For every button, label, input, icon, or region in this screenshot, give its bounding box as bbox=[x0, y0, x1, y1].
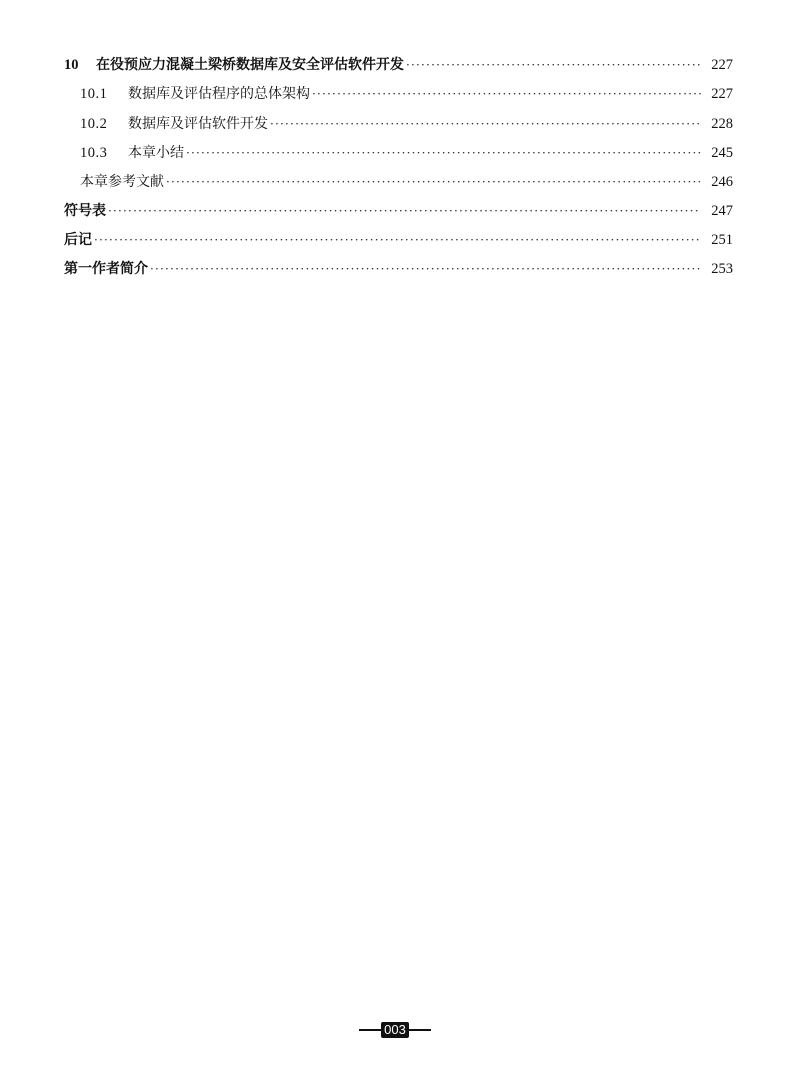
toc-entry-author-bio[interactable] bbox=[0, 258, 790, 280]
dot-leader bbox=[94, 229, 701, 251]
section-title: 数据库及评估程序的总体架构 bbox=[128, 86, 310, 102]
page-number: 245 bbox=[711, 145, 733, 161]
folio-page-number: 003 bbox=[381, 1022, 409, 1038]
toc-entry-references[interactable] bbox=[0, 171, 790, 193]
page-number: 246 bbox=[711, 174, 733, 190]
dot-leader bbox=[406, 54, 701, 76]
chapter-number: 10 bbox=[64, 57, 79, 73]
page-footer bbox=[0, 1020, 790, 1040]
section-title: 本章小结 bbox=[128, 145, 184, 161]
dot-leader bbox=[312, 83, 701, 105]
chapter-title: 在役预应力混凝土梁桥数据库及安全评估软件开发 bbox=[96, 57, 404, 73]
references-title: 本章参考文献 bbox=[80, 174, 164, 190]
page-number: 251 bbox=[711, 232, 733, 248]
page-number: 227 bbox=[711, 57, 733, 73]
page-number: 253 bbox=[711, 261, 733, 277]
page-number: 247 bbox=[711, 203, 733, 219]
postscript-title: 后记 bbox=[64, 232, 92, 248]
symbols-title: 符号表 bbox=[64, 203, 106, 219]
dot-leader bbox=[270, 113, 701, 135]
section-title: 数据库及评估软件开发 bbox=[128, 116, 268, 132]
section-number: 10.2 bbox=[80, 116, 108, 132]
section-number: 10.1 bbox=[80, 86, 108, 102]
dot-leader bbox=[150, 258, 701, 280]
toc-entry-section-10-2[interactable] bbox=[0, 113, 790, 135]
footer-rule-right bbox=[409, 1029, 431, 1031]
page-number: 228 bbox=[711, 116, 733, 132]
dot-leader bbox=[186, 142, 701, 164]
toc-entry-section-10-3[interactable] bbox=[0, 142, 790, 164]
footer-rule-left bbox=[359, 1029, 381, 1031]
toc-entry-section-10-1[interactable] bbox=[0, 83, 790, 105]
section-number: 10.3 bbox=[80, 145, 108, 161]
page-number: 227 bbox=[711, 86, 733, 102]
dot-leader bbox=[108, 200, 701, 222]
toc-entry-postscript[interactable] bbox=[0, 229, 790, 251]
toc-entry-symbols[interactable] bbox=[0, 200, 790, 222]
author-bio-title: 第一作者简介 bbox=[64, 261, 148, 277]
dot-leader bbox=[166, 171, 701, 193]
toc-entry-chapter-10[interactable] bbox=[0, 54, 790, 76]
